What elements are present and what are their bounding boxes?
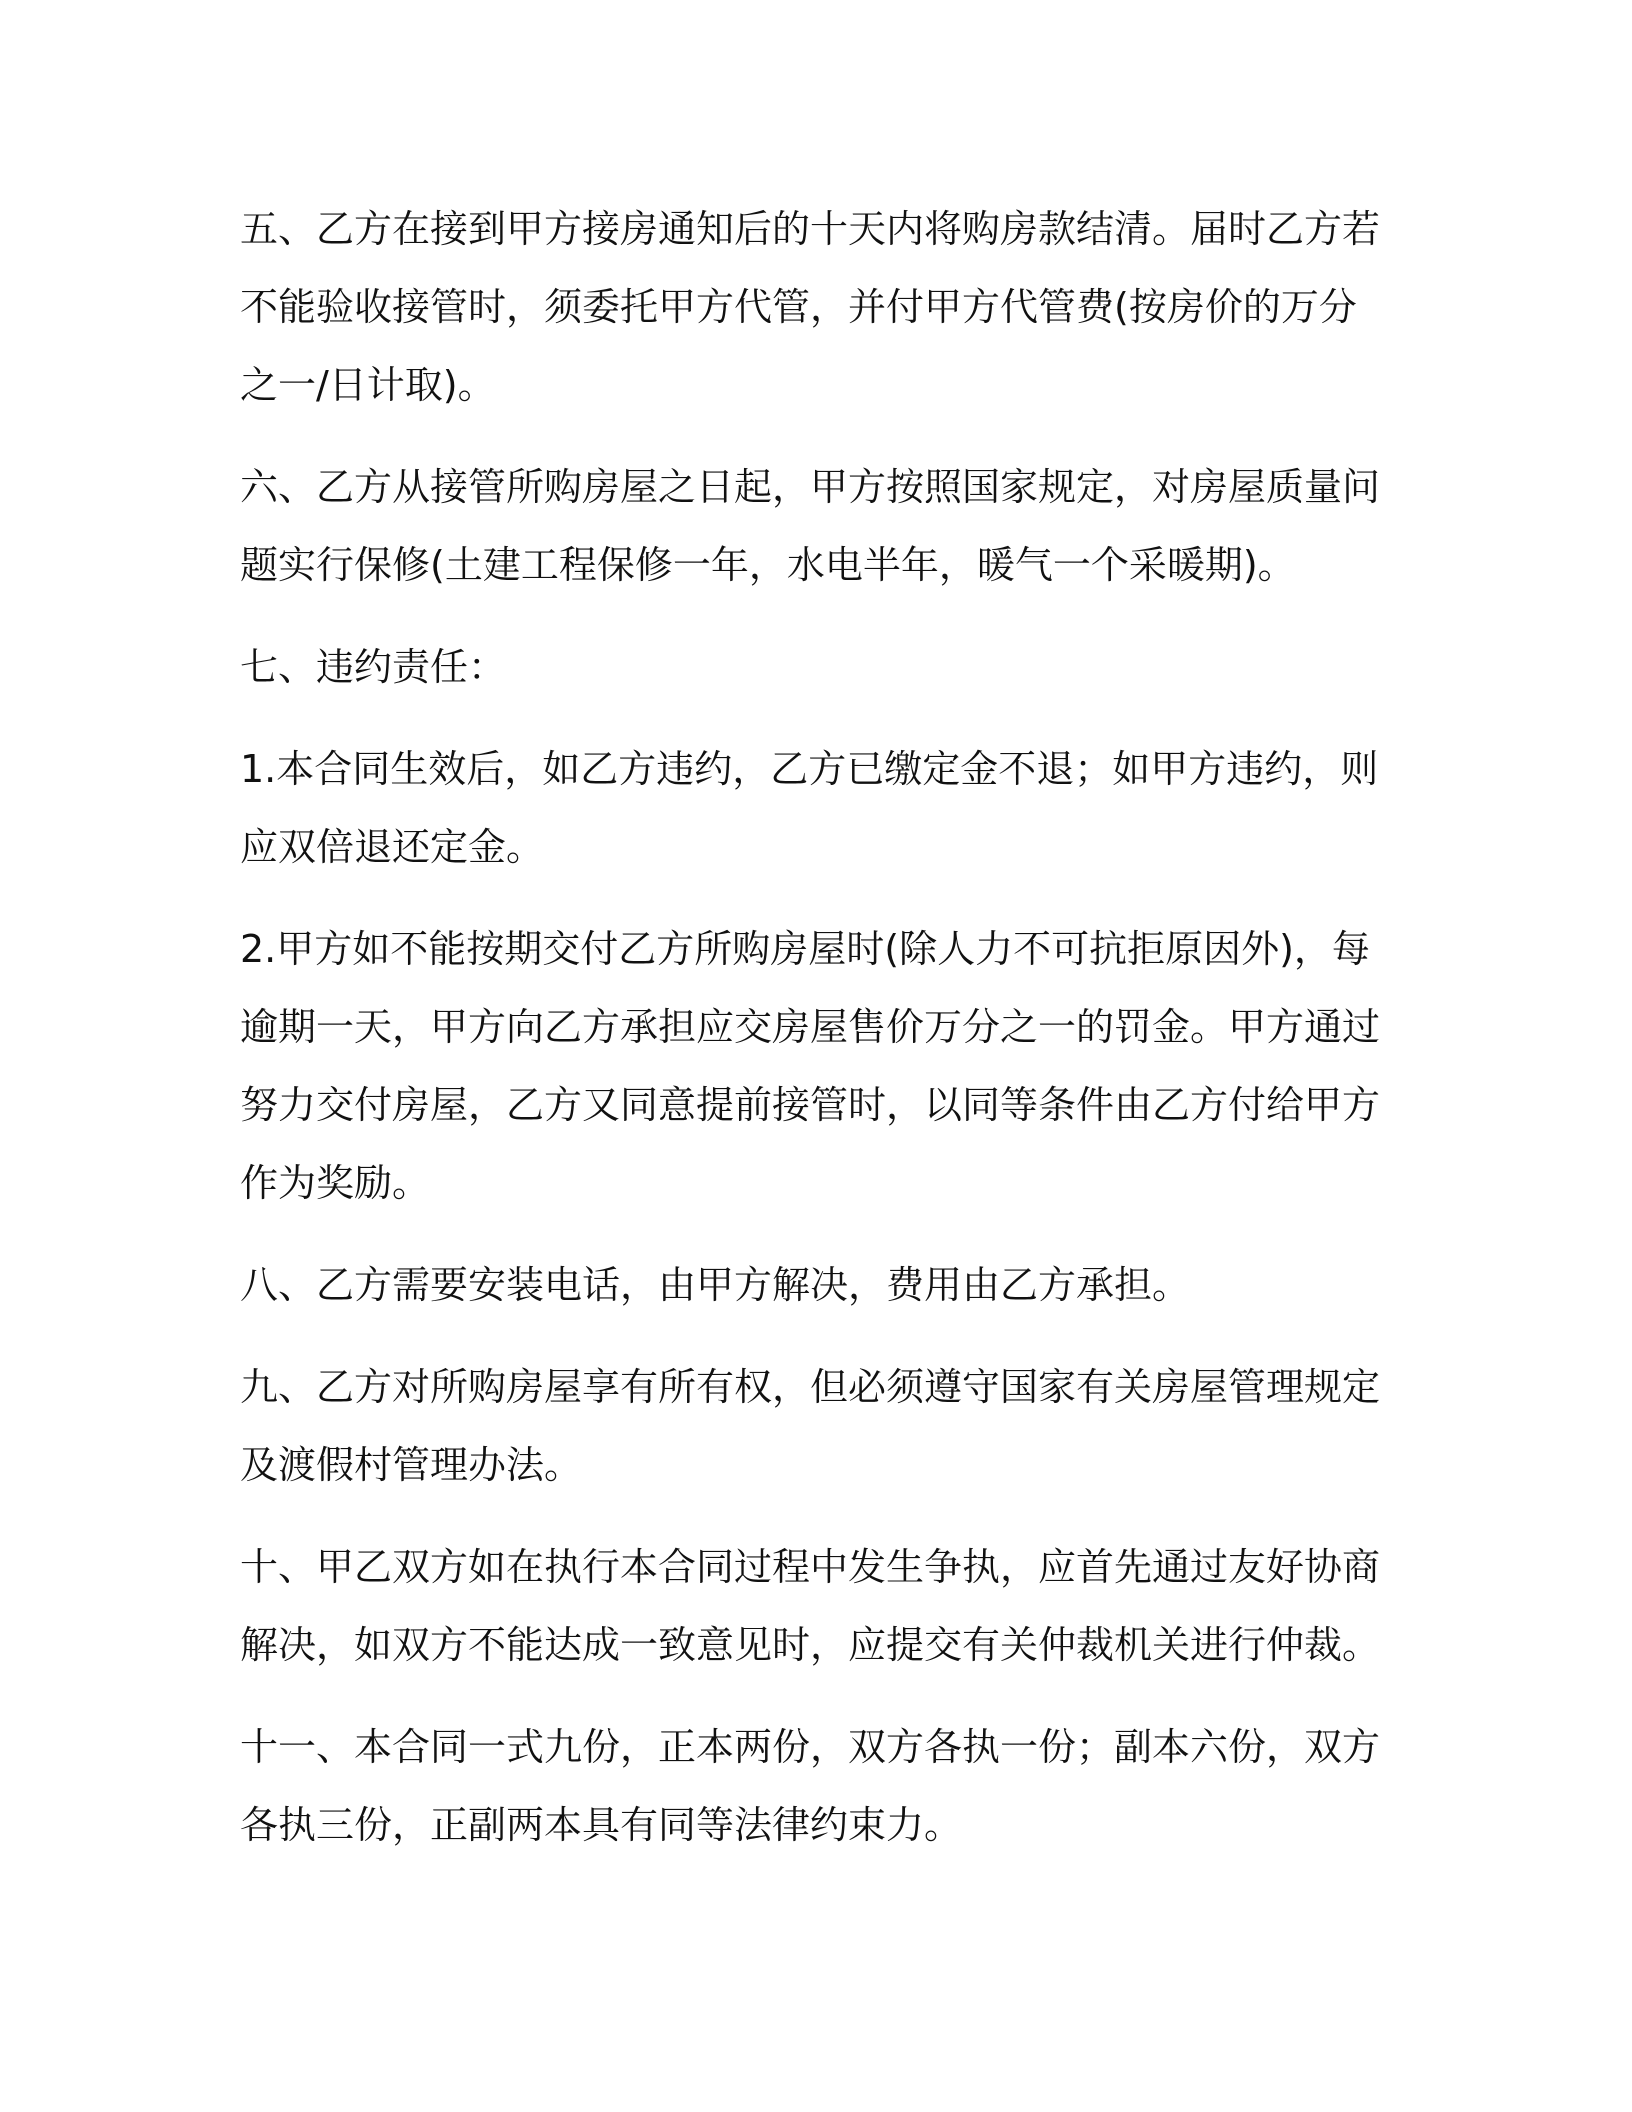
clause-7-item-2: 2.甲方如不能按期交付乙方所购房屋时(除人力不可抗拒原因外)，每逾期一天，甲方向乙方承担应交房屋售价万分之一的罚金。甲方通过努力交付房屋，乙方又同意提前接管时，以同等条件由乙方付给甲方作为奖励。: [240, 927, 1381, 1205]
clause-5: 五、乙方在接到甲方接房通知后的十天内将购房款结清。届时乙方若不能验收接管时，须委托甲方代管，并付甲方代管费(按房价的万分之一/日计取)。: [240, 207, 1381, 407]
clause-8: 八、乙方需要安装电话，由甲方解决，费用由乙方承担。: [240, 1263, 1191, 1307]
clause-7-heading: 七、违约责任：: [240, 645, 507, 689]
document-body: [240, 190, 1390, 1888]
clause-7-item-1: 1.本合同生效后，如乙方违约，乙方已缴定金不退；如甲方违约，则应双倍退还定金。: [240, 747, 1379, 869]
clause-6: 六、乙方从接管所购房屋之日起，甲方按照国家规定，对房屋质量问题实行保修(土建工程保修一年，水电半年，暖气一个采暖期)。: [240, 465, 1381, 587]
clause-10: 十、甲乙双方如在执行本合同过程中发生争执，应首先通过友好协商解决，如双方不能达成一致意见时，应提交有关仲裁机关进行仲裁。: [240, 1545, 1381, 1667]
clause-11: 十一、本合同一式九份，正本两份，双方各执一份；副本六份，双方各执三份，正副两本具有同等法律约束力。: [240, 1725, 1381, 1847]
clause-9: 九、乙方对所购房屋享有所有权，但必须遵守国家有关房屋管理规定及渡假村管理办法。: [240, 1365, 1381, 1487]
